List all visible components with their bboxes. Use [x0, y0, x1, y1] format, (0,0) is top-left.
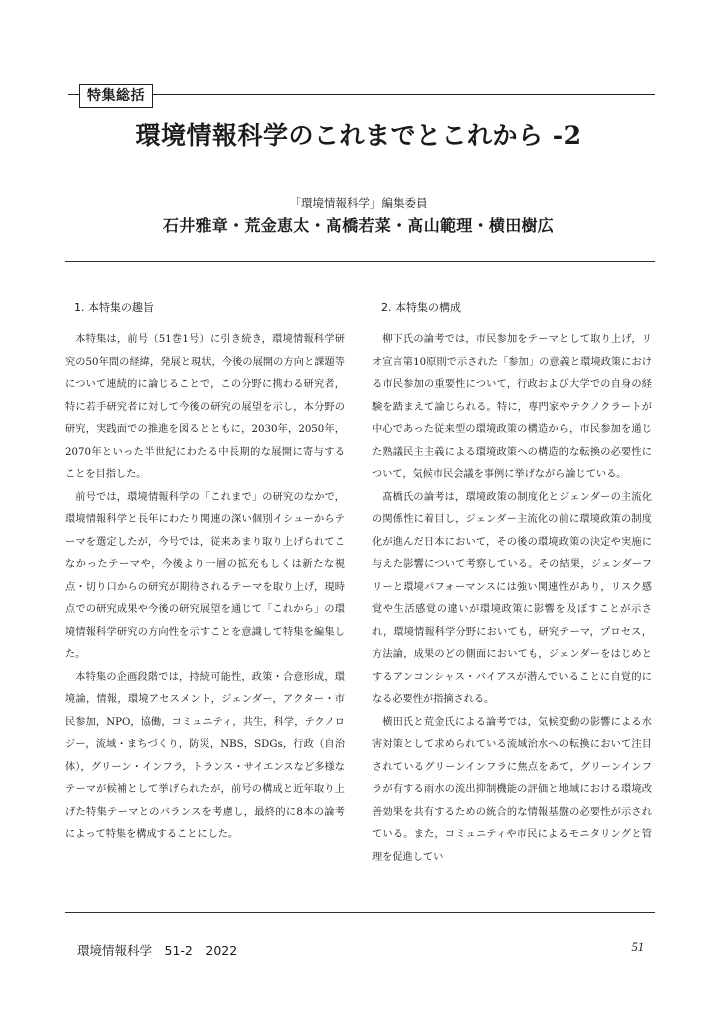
- footer-rule: [65, 912, 655, 913]
- section-heading-2: 2. 本特集の構成: [381, 301, 461, 314]
- body-paragraph: 本特集は，前号（51巻1号）に引き続き，環境情報科学研究の50年間の経緯，発展と現状，今後の展開の方向と課題等について連続的に論じることで，この分野に携わる研究者，特に若手研究者に対して今後の研究の展望を示し，本分野の研究，実践面での推進を図るとともに，2030年，2050年，2070年といった半世紀にわたる中長期的な展開に寄与することを目指した。: [65, 334, 345, 480]
- left-column: [65, 300, 345, 847]
- header-rule: [68, 94, 655, 95]
- body-paragraph: 柳下氏の論考では，市民参加をテーマとして取り上げ，リオ宣言第10原則で示された「参加」の意義と環境政策における市民参加の重要性について，行政および大学での自身の経験を踏まえて論じられる。特に，専門家やテクノクラートが中心であった従来型の環境政策の構造から，市民参加を通じた熟議民主主義による環境政策への構造的な転換の必要性について，気候市民会議を事例に挙げながら論じている。: [372, 334, 652, 480]
- body-paragraph: 横田氏と荒金氏による論考では，気候変動の影響による水害対策として求められている流域治水への転換において注目されているグリーンインフラに焦点をあて，グリーンインフラが有する雨水の流出抑制機能の評価と地域における環境改善効果を共有するための統合的な情報基盤の必要性が示されている。また，コミュニティや市民によるモニタリングと管理を促進してい: [372, 716, 652, 863]
- committee-label: 「環境情報科学」編集委員: [289, 196, 428, 210]
- author-list: 石井雅章・荒金恵太・髙橋若菜・髙山範理・横田樹広: [162, 216, 555, 235]
- page-number: 51: [631, 940, 644, 954]
- title-divider: [65, 261, 655, 262]
- section-heading-1: 1. 本特集の趣旨: [74, 301, 154, 314]
- journal-name: 環境情報科学 51-2 2022: [77, 943, 238, 958]
- article-title: 環境情報科学のこれまでとこれから -2: [135, 121, 582, 150]
- body-paragraph: 前号では，環境情報科学の「これまで」の研究のなかで，環境情報科学と長年にわたり関連の深い個別イシューからテーマを選定したが，今号では，従来あまり取り上げられてこなかったテーマや，今後より一層の拡充もしくは新たな視点・切り口からの研究が期待されるテーマを取り上げ，現時点での研究成果や今後の研究展望を通じて「これから」の環境情報科学研究の方向性を示すことを意識して特集を編集した。: [65, 491, 345, 660]
- right-column: [372, 300, 652, 869]
- body-paragraph: 髙橋氏の論考は，環境政策の制度化とジェンダーの主流化の関係性に着目し，ジェンダー主流化の前に環境政策の制度化が進んだ日本において，その後の環境政策の決定や実施に与えた影響について考察している。その結果，ジェンダーフリーと環境パフォーマンスには強い関連性があり，リスク感覚や生活感覚の違いが環境政策に影響を及ぼすことが示され，環境情報科学分野においても，研究テーマ，プロセス，方法論，成果のどの側面においても，ジェンダーをはじめとするアンコンシャス・バイアスが潜んでいることに自覚的になる必要性が指摘される。: [372, 491, 652, 705]
- feature-tag: 特集総括: [79, 84, 153, 108]
- body-paragraph: 本特集の企画段階では，持続可能性，政策・合意形成，環境論，情報，環境アセスメント，ジェンダー，アクター・市民参加，NPO，協働，コミュニティ，共生，科学，テクノロジー，流域・まちづくり，防災，NBS，SDGs，行政（自治体），グリーン・インフラ，トランス・サイエンスなど多様なテーマが候補として挙げられたが，前号の構成と近年取り上げた特集テーマとのバランスを考慮し，最終的に8本の論考によって特集を構成することにした。: [65, 671, 345, 840]
